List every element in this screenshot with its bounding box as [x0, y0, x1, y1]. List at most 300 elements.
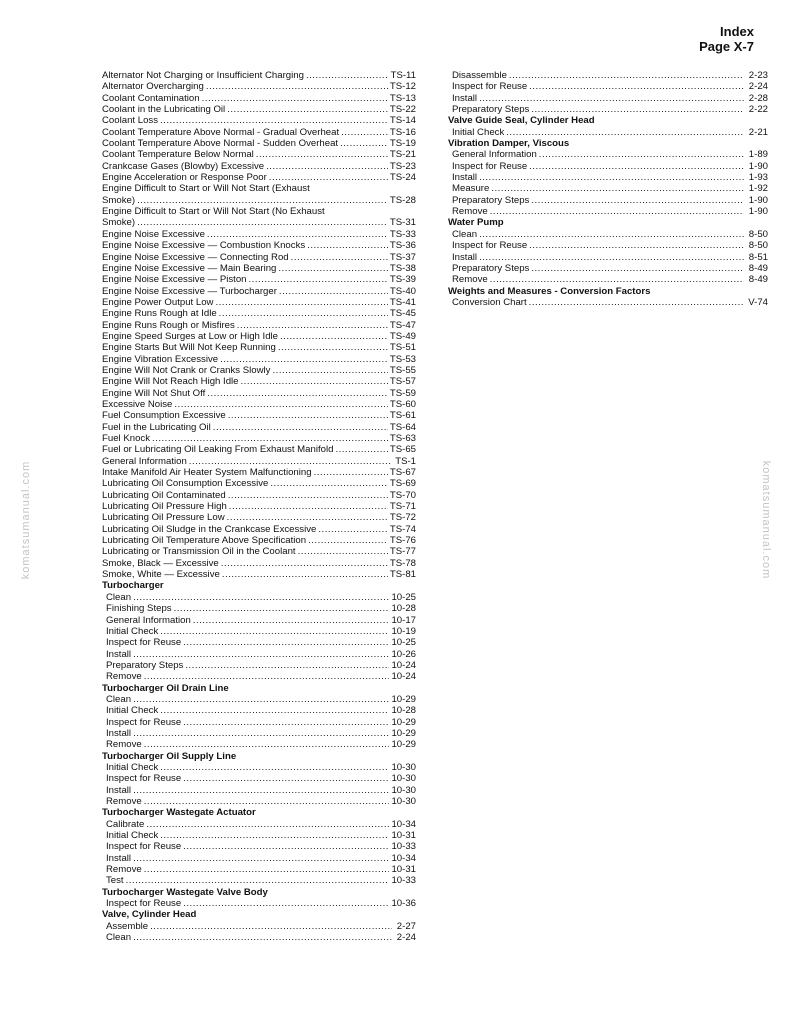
entry-page: 10-30	[391, 773, 416, 785]
entry-text: Engine Noise Excessive — Connecting Rod	[102, 251, 289, 263]
dot-leader	[490, 206, 744, 217]
entry-page: 10-29	[391, 727, 416, 739]
entry-text: Initial Check	[106, 761, 159, 773]
dot-leader	[144, 796, 390, 807]
dot-leader	[183, 717, 389, 728]
index-entry	[102, 875, 416, 886]
entry-page: 10-29	[391, 716, 416, 728]
entry-page: 2-28	[748, 92, 768, 104]
entry-text: Coolant in the Lubricating Oil	[102, 104, 226, 116]
index-entry	[102, 785, 416, 796]
entry-page: TS-47	[389, 319, 416, 331]
entry-text: Turbocharger Oil Supply Line	[102, 750, 237, 762]
dot-leader	[249, 274, 388, 285]
entry-text: General Information	[452, 149, 537, 161]
dot-leader	[479, 93, 744, 104]
entry-page: 10-33	[391, 841, 416, 853]
entry-page: 2-21	[748, 126, 768, 138]
dot-leader	[133, 592, 389, 603]
entry-page: TS-55	[389, 364, 416, 376]
dot-leader	[298, 546, 388, 557]
index-entry	[448, 240, 768, 251]
dot-leader	[531, 104, 744, 115]
entry-page: TS-40	[389, 285, 416, 297]
index-column-left	[102, 70, 416, 943]
entry-text: Remove	[106, 671, 142, 683]
entry-text: Turbocharger	[102, 580, 164, 592]
entry-text: Lubricating Oil Temperature Above Specification	[102, 535, 307, 547]
entry-text: Install	[452, 251, 478, 263]
index-entry	[448, 229, 768, 240]
dot-leader	[160, 626, 389, 637]
entry-text: Vibration Damper, Viscous	[448, 138, 570, 150]
dot-leader	[133, 853, 389, 864]
entry-page: 10-34	[391, 818, 416, 830]
index-heading	[102, 807, 416, 818]
entry-text: Engine Noise Excessive — Combustion Knocks	[102, 240, 306, 252]
dot-leader	[133, 694, 389, 705]
dot-leader	[266, 161, 388, 172]
index-entry	[102, 195, 416, 206]
index-entry	[448, 161, 768, 172]
entry-text: Weights and Measures - Conversion Factors	[448, 285, 651, 297]
index-entry	[102, 399, 416, 410]
entry-text: Initial Check	[106, 830, 159, 842]
dot-leader	[183, 637, 389, 648]
dot-leader	[341, 127, 388, 138]
entry-text: Engine Noise Excessive	[102, 228, 205, 240]
dot-leader	[269, 172, 388, 183]
entry-page: TS-59	[389, 387, 416, 399]
index-entry	[102, 592, 416, 603]
entry-text: Inspect for Reuse	[452, 81, 528, 93]
entry-text: Calibrate	[106, 818, 145, 830]
entry-page: TS-70	[389, 489, 416, 501]
entry-page: 1-92	[748, 183, 768, 195]
dot-leader	[280, 331, 388, 342]
entry-page: 1-93	[748, 172, 768, 184]
entry-text: Smoke)	[102, 217, 136, 229]
watermark-left: komatsumanual.com	[20, 460, 32, 580]
dot-leader	[183, 773, 389, 784]
entry-text: Alternator Overcharging	[102, 81, 204, 93]
dot-leader	[490, 274, 744, 285]
entry-page: TS-63	[389, 433, 416, 444]
dot-leader	[133, 932, 392, 943]
entry-text: Lubricating Oil Sludge in the Crankcase Excessive	[102, 523, 317, 535]
dot-leader	[160, 830, 389, 841]
entry-text: Fuel or Lubricating Oil Leaking From Exhaust Manifold	[102, 444, 334, 456]
index-entry	[102, 127, 416, 138]
dot-leader	[256, 149, 388, 160]
index-entry	[102, 240, 416, 251]
index-entry	[102, 263, 416, 274]
entry-text: Fuel Consumption Excessive	[102, 410, 226, 422]
index-entry	[102, 149, 416, 160]
dot-leader	[133, 785, 389, 796]
entry-text: Initial Check	[106, 705, 159, 717]
index-entry	[102, 104, 416, 115]
entry-text: Coolant Temperature Below Normal	[102, 149, 254, 161]
dot-leader	[207, 388, 388, 399]
entry-page: 8-50	[748, 240, 768, 252]
dot-leader	[335, 444, 387, 455]
entry-text: Smoke, Black — Excessive	[102, 557, 219, 569]
entry-text: Finishing Steps	[106, 603, 172, 615]
entry-page: 10-36	[391, 898, 416, 910]
entry-text: Lubricating Oil Contaminated	[102, 489, 226, 501]
dot-leader	[160, 762, 389, 773]
entry-text: Lubricating or Transmission Oil in the Coolant	[102, 546, 296, 558]
entry-page: TS-81	[389, 569, 416, 581]
entry-page: 10-30	[391, 761, 416, 773]
dot-leader	[307, 240, 388, 251]
entry-page: 10-29	[391, 739, 416, 751]
dot-leader	[278, 342, 388, 353]
entry-text: Engine Difficult to Start or Will Not Start (Exhaust	[102, 183, 310, 195]
index-heading	[448, 217, 768, 228]
entry-text: Assemble	[106, 920, 149, 932]
entry-page: 1-90	[748, 160, 768, 172]
index-entry	[102, 830, 416, 841]
index-entry	[102, 796, 416, 807]
entry-text: Alternator Not Charging or Insufficient Charging	[102, 70, 304, 81]
entry-text: Install	[106, 727, 132, 739]
entry-page: 10-25	[391, 637, 416, 649]
dot-leader	[126, 875, 390, 886]
entry-page: 10-26	[391, 648, 416, 660]
entry-text: Initial Check	[106, 625, 159, 637]
index-entry	[102, 478, 416, 489]
index-entry	[102, 535, 416, 546]
entry-text: Lubricating Oil Pressure High	[102, 501, 227, 513]
index-entry	[102, 660, 416, 671]
entry-text: Engine Starts But Will Not Keep Running	[102, 342, 276, 354]
entry-text: Engine Speed Surges at Low or High Idle	[102, 330, 278, 342]
entry-text: Engine Noise Excessive — Turbocharger	[102, 285, 277, 297]
entry-text: Clean	[106, 693, 132, 705]
entry-page: TS-57	[389, 376, 416, 388]
entry-page: TS-23	[389, 160, 416, 172]
entry-text: Engine Runs Rough or Misfires	[102, 319, 235, 331]
entry-page: TS-41	[389, 296, 416, 308]
dot-leader	[207, 229, 388, 240]
dot-leader	[539, 149, 744, 160]
entry-text: Inspect for Reuse	[106, 773, 182, 785]
entry-page: TS-24	[389, 172, 416, 184]
index-entry	[102, 297, 416, 308]
index-entry	[102, 898, 416, 909]
index-entry	[102, 762, 416, 773]
dot-leader	[272, 365, 387, 376]
index-entry	[102, 739, 416, 750]
dot-leader	[220, 354, 388, 365]
dot-leader	[189, 456, 392, 467]
index-entry	[102, 512, 416, 523]
dot-leader	[279, 286, 388, 297]
entry-page: TS-49	[389, 330, 416, 342]
entry-text: Engine Noise Excessive — Piston	[102, 274, 247, 286]
index-entry	[102, 70, 416, 81]
entry-text: Engine Will Not Crank or Cranks Slowly	[102, 364, 271, 376]
dot-leader	[491, 183, 744, 194]
entry-page: 1-90	[748, 194, 768, 206]
index-entry	[102, 183, 416, 194]
entry-text: Conversion Chart	[452, 296, 527, 308]
index-entry	[448, 263, 768, 274]
index-entry	[102, 569, 416, 580]
page-header	[699, 24, 754, 54]
dot-leader	[183, 898, 389, 909]
dot-leader	[229, 501, 388, 512]
index-entry	[102, 93, 416, 104]
entry-text: Inspect for Reuse	[452, 160, 528, 172]
dot-leader	[137, 195, 388, 206]
index-entry	[102, 546, 416, 557]
entry-text: Disassemble	[452, 70, 507, 81]
entry-text: Coolant Temperature Above Normal - Sudden Overheat	[102, 138, 339, 150]
index-entry	[448, 172, 768, 183]
entry-page: 10-34	[391, 852, 416, 864]
entry-text: Turbocharger Wastegate Valve Body	[102, 886, 268, 898]
dot-leader	[137, 217, 388, 228]
entry-page: 10-31	[391, 830, 416, 842]
entry-text: Engine Will Not Reach High Idle	[102, 376, 239, 388]
index-entry	[102, 365, 416, 376]
entry-page: 10-25	[391, 591, 416, 603]
entry-text: Inspect for Reuse	[106, 716, 182, 728]
index-entry	[448, 93, 768, 104]
dot-leader	[529, 240, 744, 251]
index-heading	[102, 887, 416, 898]
entry-text: Smoke, White — Excessive	[102, 569, 220, 581]
index-entry	[102, 444, 416, 455]
entry-page: 8-50	[748, 228, 768, 240]
index-entry	[448, 252, 768, 263]
entry-text: Preparatory Steps	[452, 104, 530, 116]
dot-leader	[193, 615, 390, 626]
entry-page: TS-21	[389, 149, 416, 161]
entry-page: TS-16	[389, 126, 416, 138]
entry-page: TS-53	[389, 353, 416, 365]
index-entry	[102, 853, 416, 864]
index-entry	[102, 308, 416, 319]
index-entry	[102, 864, 416, 875]
dot-leader	[221, 558, 388, 569]
entry-page: 10-28	[391, 705, 416, 717]
entry-text: Engine Acceleration or Response Poor	[102, 172, 267, 184]
dot-leader	[227, 512, 388, 523]
index-entry	[448, 274, 768, 285]
dot-leader	[183, 841, 389, 852]
index-entry	[102, 115, 416, 126]
entry-page: 8-51	[748, 251, 768, 263]
dot-leader	[222, 569, 388, 580]
index-heading	[102, 909, 416, 920]
index-entry	[102, 615, 416, 626]
entry-text: Clean	[106, 932, 132, 944]
dot-leader	[227, 104, 388, 115]
entry-text: Install	[106, 852, 132, 864]
dot-leader	[144, 864, 390, 875]
index-entry	[448, 195, 768, 206]
index-entry	[102, 320, 416, 331]
entry-page: 10-33	[391, 875, 416, 887]
dot-leader	[291, 252, 388, 263]
dot-leader	[308, 535, 388, 546]
dot-leader	[146, 819, 389, 830]
entry-page: TS-72	[389, 512, 416, 524]
entry-text: Initial Check	[452, 126, 505, 138]
dot-leader	[509, 70, 744, 81]
index-entry	[102, 694, 416, 705]
dot-leader	[144, 739, 390, 750]
dot-leader	[529, 81, 744, 92]
entry-page: TS-37	[389, 251, 416, 263]
index-entry	[102, 728, 416, 739]
entry-page: 2-24	[748, 81, 768, 93]
entry-page: TS-19	[389, 138, 416, 150]
dot-leader	[241, 376, 388, 387]
entry-page: 10-28	[391, 603, 416, 615]
entry-page: TS-14	[389, 115, 416, 127]
entry-page: 8-49	[748, 274, 768, 286]
dot-leader	[213, 422, 388, 433]
index-entry	[102, 558, 416, 569]
index-entry	[102, 274, 416, 285]
entry-page: TS-61	[389, 410, 416, 422]
dot-leader	[133, 728, 389, 739]
entry-page: 8-49	[748, 262, 768, 274]
entry-page: 10-19	[391, 625, 416, 637]
entry-text: Engine Power Output Low	[102, 296, 214, 308]
entry-text: Coolant Contamination	[102, 92, 200, 104]
dot-leader	[206, 81, 388, 92]
index-entry	[102, 433, 416, 444]
dot-leader	[314, 467, 388, 478]
entry-page: 2-23	[748, 70, 768, 81]
entry-text: Clean	[106, 591, 132, 603]
page-number: Page X-7	[699, 39, 754, 54]
dot-leader	[531, 263, 744, 274]
dot-leader	[160, 705, 389, 716]
entry-page: TS-51	[389, 342, 416, 354]
entry-text: Preparatory Steps	[106, 659, 184, 671]
entry-page: TS-28	[389, 194, 416, 206]
entry-text: Preparatory Steps	[452, 194, 530, 206]
index-entry	[102, 342, 416, 353]
dot-leader	[270, 478, 387, 489]
entry-page: 10-30	[391, 796, 416, 807]
index-entry	[102, 649, 416, 660]
entry-text: Fuel Knock	[102, 433, 150, 444]
dot-leader	[228, 410, 388, 421]
index-entry	[102, 705, 416, 716]
index-entry	[102, 81, 416, 92]
entry-page: TS-31	[389, 217, 416, 229]
index-entry	[448, 149, 768, 160]
index-entry	[102, 217, 416, 228]
entry-page: TS-71	[389, 501, 416, 513]
entry-page: TS-45	[389, 308, 416, 320]
entry-text: Valve Guide Seal, Cylinder Head	[448, 115, 595, 127]
entry-page: TS-1	[395, 455, 416, 467]
dot-leader	[219, 308, 388, 319]
entry-text: Inspect for Reuse	[106, 637, 182, 649]
dot-leader	[318, 524, 387, 535]
entry-page: TS-77	[389, 546, 416, 558]
index-entry	[102, 354, 416, 365]
entry-text: Engine Will Not Shut Off	[102, 387, 206, 399]
index-heading	[102, 751, 416, 762]
entry-page: 10-29	[391, 693, 416, 705]
dot-leader	[506, 127, 744, 138]
index-entry	[102, 206, 416, 217]
entry-page: 10-17	[391, 614, 416, 626]
index-entry	[102, 501, 416, 512]
index-entry	[102, 388, 416, 399]
dot-leader	[531, 195, 744, 206]
dot-leader	[237, 320, 388, 331]
entry-text: Water Pump	[448, 217, 504, 229]
index-entry	[102, 410, 416, 421]
dot-leader	[202, 93, 388, 104]
dot-leader	[228, 490, 388, 501]
dot-leader	[160, 115, 388, 126]
entry-page: 10-30	[391, 784, 416, 796]
entry-page: 10-24	[391, 659, 416, 671]
watermark-right: komatsumanual.com	[760, 460, 772, 580]
index-entry	[448, 206, 768, 217]
entry-text: Remove	[452, 206, 488, 218]
entry-page: TS-67	[389, 467, 416, 479]
index-heading	[448, 115, 768, 126]
entry-text: Lubricating Oil Pressure Low	[102, 512, 225, 524]
entry-page: TS-69	[389, 478, 416, 490]
entry-text: Crankcase Gases (Blowby) Excessive	[102, 160, 265, 172]
index-entry	[102, 671, 416, 682]
dot-leader	[174, 399, 387, 410]
entry-page: TS-64	[389, 421, 416, 433]
entry-page: TS-65	[389, 444, 416, 456]
index-entry	[102, 376, 416, 387]
index-entry	[102, 626, 416, 637]
entry-text: Inspect for Reuse	[452, 240, 528, 252]
index-entry	[102, 161, 416, 172]
index-entry	[448, 297, 768, 308]
index-entry	[102, 331, 416, 342]
entry-text: Excessive Noise	[102, 398, 173, 410]
entry-page: 2-24	[396, 932, 416, 944]
entry-text: Inspect for Reuse	[106, 898, 182, 910]
entry-text: Engine Difficult to Start or Will Not Start (No Exhaust	[102, 206, 325, 218]
entry-page: TS-60	[389, 398, 416, 410]
entry-text: Install	[106, 648, 132, 660]
entry-text: Fuel in the Lubricating Oil	[102, 421, 211, 433]
entry-text: Install	[106, 784, 132, 796]
dot-leader	[215, 297, 387, 308]
index-entry	[102, 841, 416, 852]
dot-leader	[174, 603, 390, 614]
dot-leader	[152, 433, 388, 444]
index-entry	[102, 490, 416, 501]
entry-page: 1-90	[748, 206, 768, 218]
entry-page: TS-78	[389, 557, 416, 569]
index-entry	[102, 921, 416, 932]
dot-leader	[529, 297, 744, 308]
index-entry	[448, 127, 768, 138]
index-entry	[102, 637, 416, 648]
